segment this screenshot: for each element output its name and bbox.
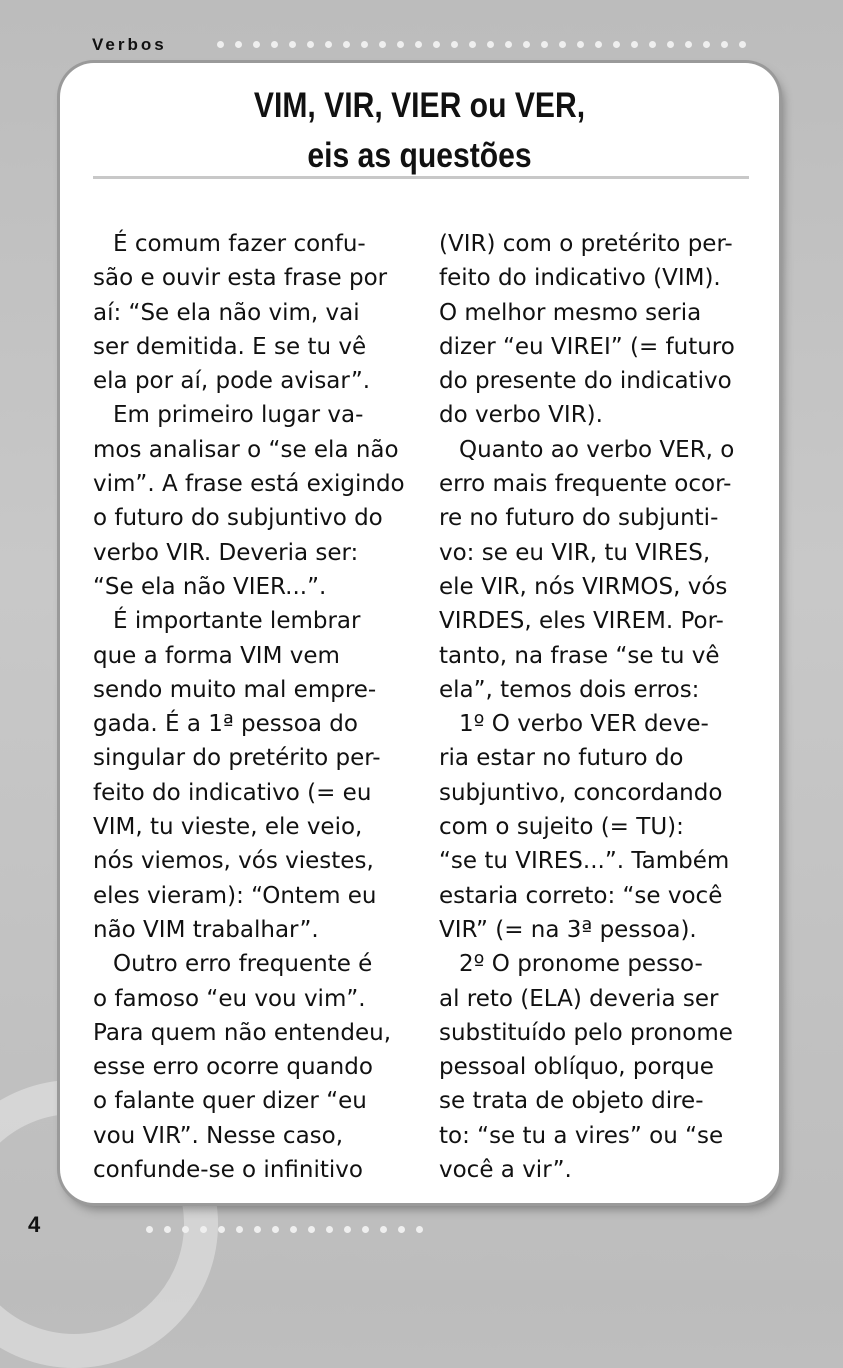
dot — [487, 41, 494, 48]
text-line: eles vieram): “Ontem eu — [93, 882, 377, 909]
dot — [200, 1226, 207, 1233]
text-line: vim”. A frase está exigindo — [93, 471, 405, 498]
text-line: erro mais frequente ocor- — [439, 471, 732, 498]
text-line: VIR” (= na 3ª pessoa). — [439, 916, 697, 943]
dot — [523, 41, 530, 48]
dot — [559, 41, 566, 48]
text-line: É comum fazer confu- — [113, 231, 366, 257]
text-line: gada. É a 1ª pessoa do — [93, 711, 358, 738]
dot — [308, 1226, 315, 1233]
page-number: 4 — [28, 1212, 41, 1237]
dot — [164, 1226, 171, 1233]
text-line: vou VIR”. Nesse caso, — [93, 1122, 344, 1149]
text-line: (VIR) com o pretérito per- — [439, 231, 733, 257]
dot — [344, 1226, 351, 1233]
dot — [254, 1226, 261, 1233]
dot — [380, 1226, 387, 1233]
dot — [541, 41, 548, 48]
text-line: to: “se tu a vires” ou “se — [439, 1122, 724, 1149]
text-line: ela”, temos dois erros: — [439, 676, 700, 703]
dot — [469, 41, 476, 48]
dot — [613, 41, 620, 48]
section-label — [92, 30, 167, 60]
text-line: do verbo VIR). — [439, 402, 603, 429]
dot — [415, 41, 422, 48]
text-line: mos analisar o “se ela não — [93, 436, 399, 463]
footer-dot-rule — [146, 1226, 423, 1233]
dot — [451, 41, 458, 48]
text-line: ria estar no futuro do — [439, 745, 684, 772]
text-line: dizer “eu VIREI” (= futuro — [439, 333, 735, 360]
dot — [271, 41, 278, 48]
text-line: com o sujeito (= TU): — [439, 814, 684, 841]
section-label-text: Verbos — [92, 35, 167, 54]
text-line: se trata de objeto dire- — [439, 1088, 704, 1115]
text-line: você a vir”. — [439, 1157, 572, 1184]
dot — [379, 41, 386, 48]
text-line: Para quem não entendeu, — [93, 1019, 392, 1046]
text-line: do presente do indicativo — [439, 368, 732, 395]
dot — [433, 41, 440, 48]
left-column — [93, 227, 413, 1187]
header-dot-rule — [217, 41, 746, 48]
dot — [649, 41, 656, 48]
dot — [595, 41, 602, 48]
text-line: Em primeiro lugar va- — [113, 402, 364, 429]
dot — [325, 41, 332, 48]
text-line: o falante quer dizer “eu — [93, 1088, 367, 1115]
dot — [505, 41, 512, 48]
text-line: al reto (ELA) deveria ser — [439, 985, 719, 1012]
dot — [667, 41, 674, 48]
dot — [361, 41, 368, 48]
right-column — [439, 227, 759, 1187]
text-line: Outro erro frequente é — [113, 951, 373, 978]
text-line: verbo VIR. Deveria ser: — [93, 539, 359, 566]
dot — [631, 41, 638, 48]
dot — [721, 41, 728, 48]
dot — [398, 1226, 405, 1233]
dot — [235, 41, 242, 48]
article-card — [60, 63, 779, 1203]
dot — [397, 41, 404, 48]
text-line: 2º O pronome pesso- — [459, 951, 703, 978]
text-line: confunde-se o infinitivo — [93, 1157, 363, 1184]
dot — [343, 41, 350, 48]
text-line: Quanto ao verbo VER, o — [459, 436, 735, 463]
text-line: sendo muito mal empre- — [93, 676, 377, 703]
title-line-1: VIM, VIR, VIER ou VER, — [253, 86, 586, 125]
dot — [236, 1226, 243, 1233]
text-line: “se tu VIRES...”. Também — [439, 848, 730, 875]
dot — [577, 41, 584, 48]
dot — [416, 1226, 423, 1233]
text-line: É importante lembrar — [113, 608, 361, 635]
dot — [218, 1226, 225, 1233]
dot — [272, 1226, 279, 1233]
text-line: ele VIR, nós VIRMOS, vós — [439, 573, 728, 600]
text-line: o futuro do subjuntivo do — [93, 505, 383, 532]
text-line: pessoal oblíquo, porque — [439, 1054, 714, 1081]
dot — [182, 1226, 189, 1233]
text-line: estaria correto: “se você — [439, 882, 723, 909]
dot — [362, 1226, 369, 1233]
dot — [253, 41, 260, 48]
text-line: “Se ela não VIER...”. — [93, 573, 327, 600]
text-line: tanto, na frase “se tu vê — [439, 642, 720, 669]
dot — [146, 1226, 153, 1233]
text-line: substituído pelo pronome — [439, 1019, 733, 1046]
dot — [290, 1226, 297, 1233]
text-line: aí: “Se ela não vim, vai — [93, 299, 360, 326]
text-line: 1º O verbo VER deve- — [459, 711, 709, 738]
dot — [326, 1226, 333, 1233]
text-line: VIRDES, eles VIREM. Por- — [439, 608, 724, 635]
text-line: feito do indicativo (VIM). — [439, 265, 721, 292]
dot — [289, 41, 296, 48]
text-line: são e ouvir esta frase por — [93, 265, 388, 292]
dot — [703, 41, 710, 48]
text-line: nós viemos, vós viestes, — [93, 848, 374, 875]
dot — [685, 41, 692, 48]
text-line: não VIM trabalhar”. — [93, 916, 319, 943]
article-title — [110, 81, 728, 181]
text-line: o famoso “eu vou vim”. — [93, 985, 366, 1012]
text-line: ela por aí, pode avisar”. — [93, 368, 371, 395]
text-line: que a forma VIM vem — [93, 642, 340, 669]
text-line: ser demitida. E se tu vê — [93, 333, 367, 360]
text-line: VIM, tu vieste, ele veio, — [93, 814, 363, 841]
text-line: re no futuro do subjunti- — [439, 505, 719, 532]
text-line: vo: se eu VIR, tu VIRES, — [439, 539, 711, 566]
dot — [217, 41, 224, 48]
dot — [739, 41, 746, 48]
text-line: feito do indicativo (= eu — [93, 779, 372, 806]
text-line: esse erro ocorre quando — [93, 1054, 373, 1081]
title-divider — [93, 176, 749, 179]
title-line-2: eis as questões — [307, 136, 532, 175]
text-line: subjuntivo, concordando — [439, 779, 723, 806]
text-line: O melhor mesmo seria — [439, 299, 702, 326]
text-line: singular do pretérito per- — [93, 745, 381, 772]
dot — [307, 41, 314, 48]
